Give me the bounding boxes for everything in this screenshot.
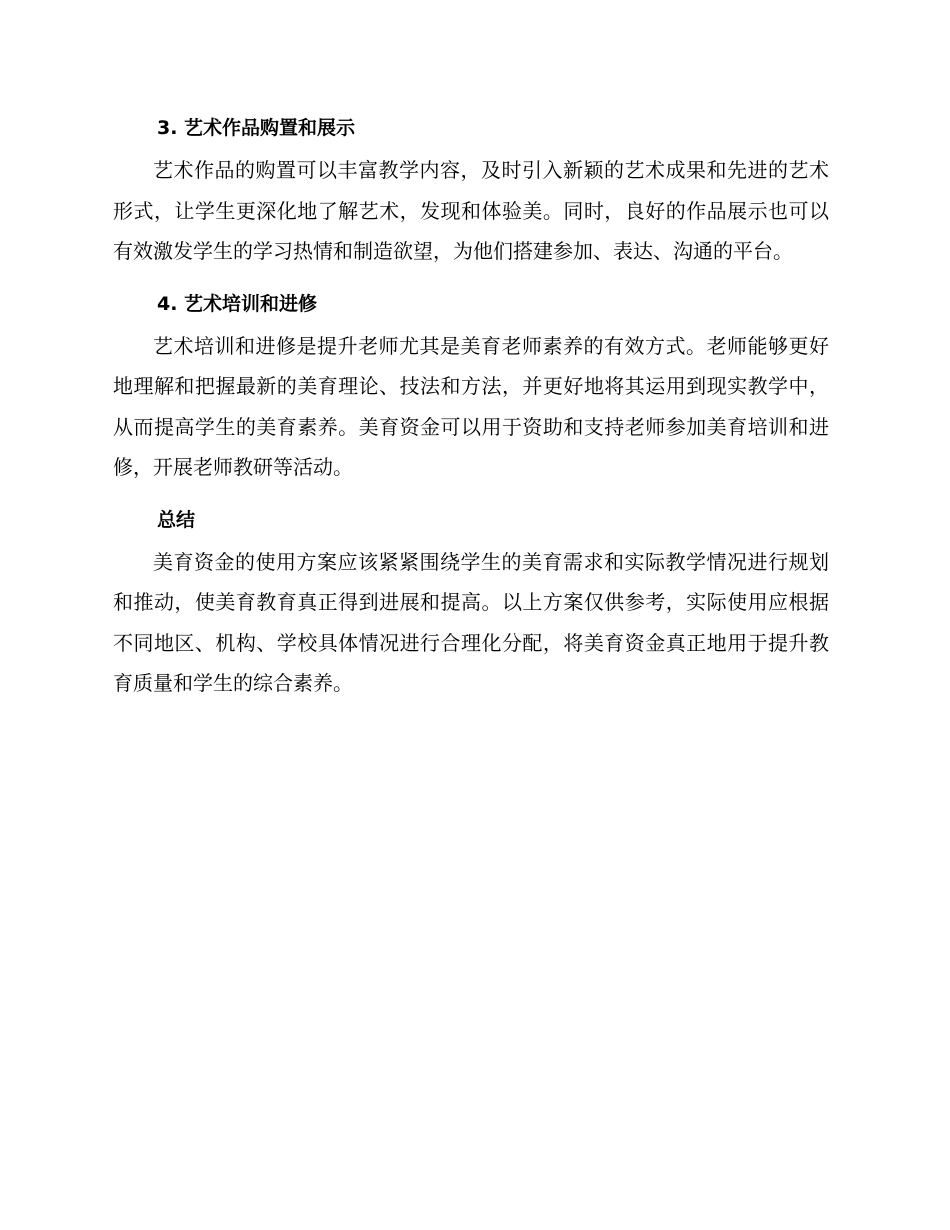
section-art-training: [113, 284, 829, 488]
section-summary: [113, 500, 829, 704]
section-heading: 3. 艺术作品购置和展示: [157, 117, 356, 139]
document-page: [113, 108, 829, 704]
section-paragraph: 艺术培训和进修是提升老师尤其是美育老师素养的有效方式。老师能够更好地理解和把握最新的美育理论、技法和方法，并更好地将其运用到现实教学中，从而提高学生的美育素养。美育资金可以用于资助和支持老师参加美育培训和进修，开展老师教研等活动。: [113, 333, 829, 479]
section-artwork-purchase: [113, 108, 829, 272]
section-paragraph: 艺术作品的购置可以丰富教学内容，及时引入新颖的艺术成果和先进的艺术形式，让学生更深化地了解艺术，发现和体验美。同时，良好的作品展示也可以有效激发学生的学习热情和制造欲望，为他们搭建参加、表达、沟通的平台。: [113, 158, 829, 263]
section-heading: 4. 艺术培训和进修: [157, 292, 318, 315]
section-heading: 总结: [157, 508, 196, 531]
section-paragraph: 美育资金的使用方案应该紧紧围绕学生的美育需求和实际教学情况进行规划和推动，使美育教育真正得到进展和提高。以上方案仅供参考，实际使用应根据不同地区、机构、学校具体情况进行合理化分配，将美育资金真正地用于提升教育质量和学生的综合素养。: [113, 549, 829, 695]
